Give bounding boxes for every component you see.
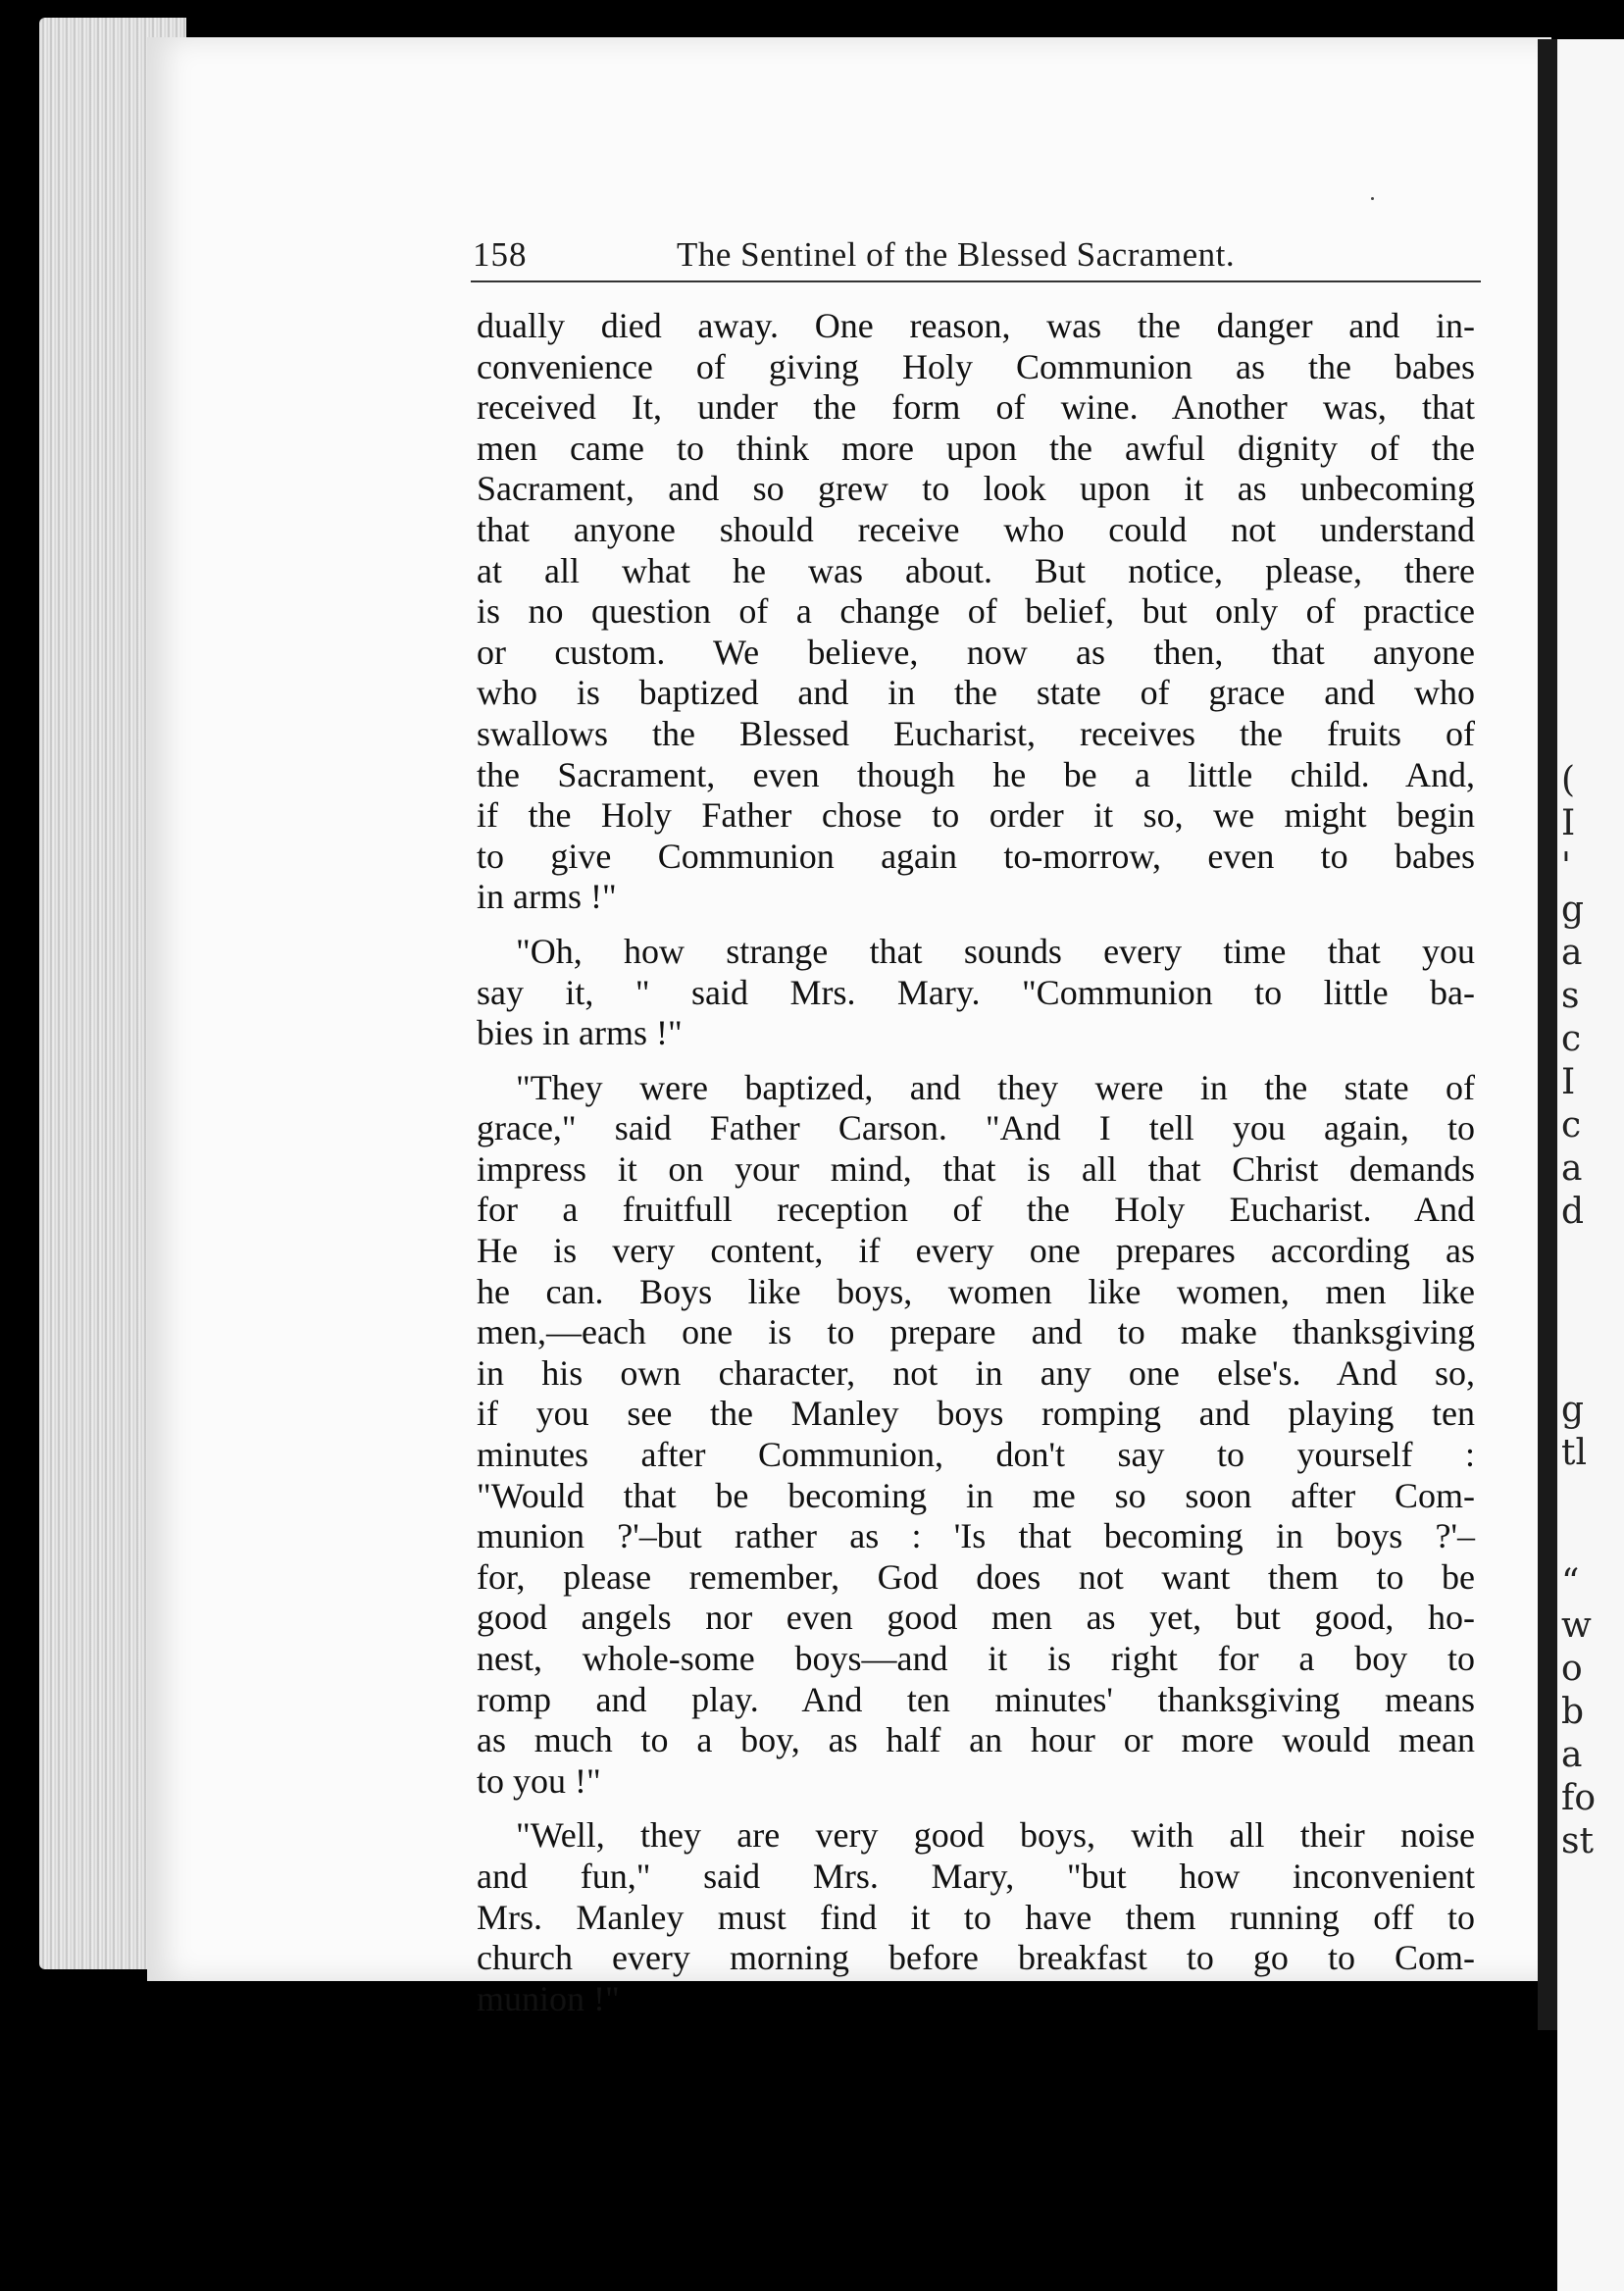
text-line: "They were baptized, and they were in the state of (516, 1067, 1475, 1107)
text-line: he can. Boys like boys, women like women, men like (477, 1271, 1475, 1311)
adjacent-page-text-fragment: w (1561, 1605, 1592, 1646)
dust-speck (1371, 197, 1374, 200)
adjacent-page-text-fragment: s (1561, 976, 1580, 1016)
text-line: Sacrament, and so grew to look upon it as unbecoming (477, 469, 1475, 509)
adjacent-page-text-fragment: a (1561, 933, 1583, 973)
adjacent-page-text-fragment: ( (1561, 760, 1576, 800)
text-line: men came to think more upon the awful dignity of the (477, 428, 1475, 468)
running-head (471, 231, 1481, 282)
paragraph (477, 306, 1475, 918)
text-line: at all what he was about. But notice, please, there (477, 550, 1475, 590)
text-line: munion ?'–but rather as : 'Is that becoming in boys ?'– (477, 1516, 1475, 1556)
adjacent-page-text-fragment: o (1561, 1649, 1583, 1689)
text-line: Mrs. Manley must find it to have them running off to (477, 1897, 1475, 1937)
adjacent-page-text-fragment: ' (1561, 846, 1571, 887)
text-line: men,—each one is to prepare and to make thanksgiving (477, 1312, 1475, 1352)
text-line: if the Holy Father chose to order it so, we might begin (477, 795, 1475, 836)
text-line: impress it on your mind, that is all that Christ demands (477, 1148, 1475, 1189)
page-number: 158 (473, 235, 528, 274)
text-line: the Sacrament, even though he be a little child. And, (477, 754, 1475, 794)
text-line: dually died away. One reason, was the danger and in- (477, 306, 1475, 345)
running-head-title: The Sentinel of the Blessed Sacrament. (677, 235, 1236, 274)
text-line: "Oh, how strange that sounds every time that you (516, 931, 1475, 971)
text-line: "Well, they are very good boys, with all their noise (516, 1815, 1475, 1856)
adjacent-page-text-fragment: “ (1561, 1562, 1580, 1603)
text-line: and fun," said Mrs. Mary, "but how inconvenient (477, 1856, 1475, 1896)
adjacent-page-text-fragment: a (1561, 1735, 1583, 1775)
text-line: or custom. We believe, now as then, that anyone (477, 632, 1475, 672)
adjacent-page-text-fragment: g (1561, 890, 1585, 930)
text-line: as much to a boy, as half an hour or more would mean (477, 1720, 1475, 1760)
adjacent-page-text-fragment: I (1561, 1062, 1576, 1102)
text-line: who is baptized and in the state of grace and who (477, 673, 1475, 713)
paragraph (477, 932, 1475, 1054)
text-line: convenience of giving Holy Communion as the babes (477, 346, 1475, 386)
text-line: munion !" (477, 1978, 620, 2018)
adjacent-page-text-fragment: g (1561, 1390, 1585, 1430)
adjacent-page-text-fragment: b (1561, 1692, 1585, 1732)
text-line: if you see the Manley boys romping and playing ten (477, 1394, 1475, 1434)
body-text (477, 306, 1475, 2033)
adjacent-page-text-fragment: d (1561, 1192, 1585, 1232)
text-line: to give Communion again to-morrow, even to babes (477, 836, 1475, 876)
text-line: romp and play. And ten minutes' thanksgiving means (477, 1679, 1475, 1719)
adjacent-page-text-fragment: I (1561, 803, 1576, 843)
text-line: minutes after Communion, don't say to yourself : (477, 1435, 1475, 1475)
adjacent-page-text-fragment: fo (1561, 1778, 1596, 1818)
paragraph (477, 1815, 1475, 2019)
adjacent-page-sliver (1557, 39, 1624, 2291)
adjacent-page-text-fragment: st (1561, 1821, 1594, 1861)
text-line: He is very content, if every one prepares according as (477, 1231, 1475, 1271)
adjacent-page-text-fragment: tl (1561, 1433, 1587, 1473)
text-line: good angels nor even good men as yet, but good, ho- (477, 1598, 1475, 1638)
text-line: bies in arms !" (477, 1013, 683, 1053)
text-line: "Would that be becoming in me so soon after Com- (477, 1475, 1475, 1515)
text-line: that anyone should receive who could not understand (477, 509, 1475, 549)
text-line: in his own character, not in any one else's. And so, (477, 1352, 1475, 1393)
paragraph (477, 1068, 1475, 1803)
text-line: church every morning before breakfast to go to Com- (477, 1938, 1475, 1978)
adjacent-page-text-fragment: a (1561, 1148, 1583, 1189)
adjacent-page-text-fragment: c (1561, 1019, 1582, 1059)
text-line: is no question of a change of belief, but only of practice (477, 591, 1475, 632)
text-line: say it, " said Mrs. Mary. "Communion to little ba- (477, 972, 1475, 1012)
text-line: swallows the Blessed Eucharist, receives the fruits of (477, 713, 1475, 753)
text-line: received It, under the form of wine. Another was, that (477, 387, 1475, 428)
text-line: to you !" (477, 1760, 601, 1801)
text-line: nest, whole-some boys—and it is right for a boy to (477, 1639, 1475, 1678)
text-line: in arms !" (477, 877, 617, 917)
adjacent-page-text-fragment: c (1561, 1105, 1582, 1146)
text-line: grace," said Father Carson. "And I tell you again, to (477, 1108, 1475, 1148)
book-gutter (1538, 39, 1557, 2030)
text-line: for, please remember, God does not want them to be (477, 1556, 1475, 1597)
text-line: for a fruitfull reception of the Holy Eucharist. And (477, 1190, 1475, 1230)
